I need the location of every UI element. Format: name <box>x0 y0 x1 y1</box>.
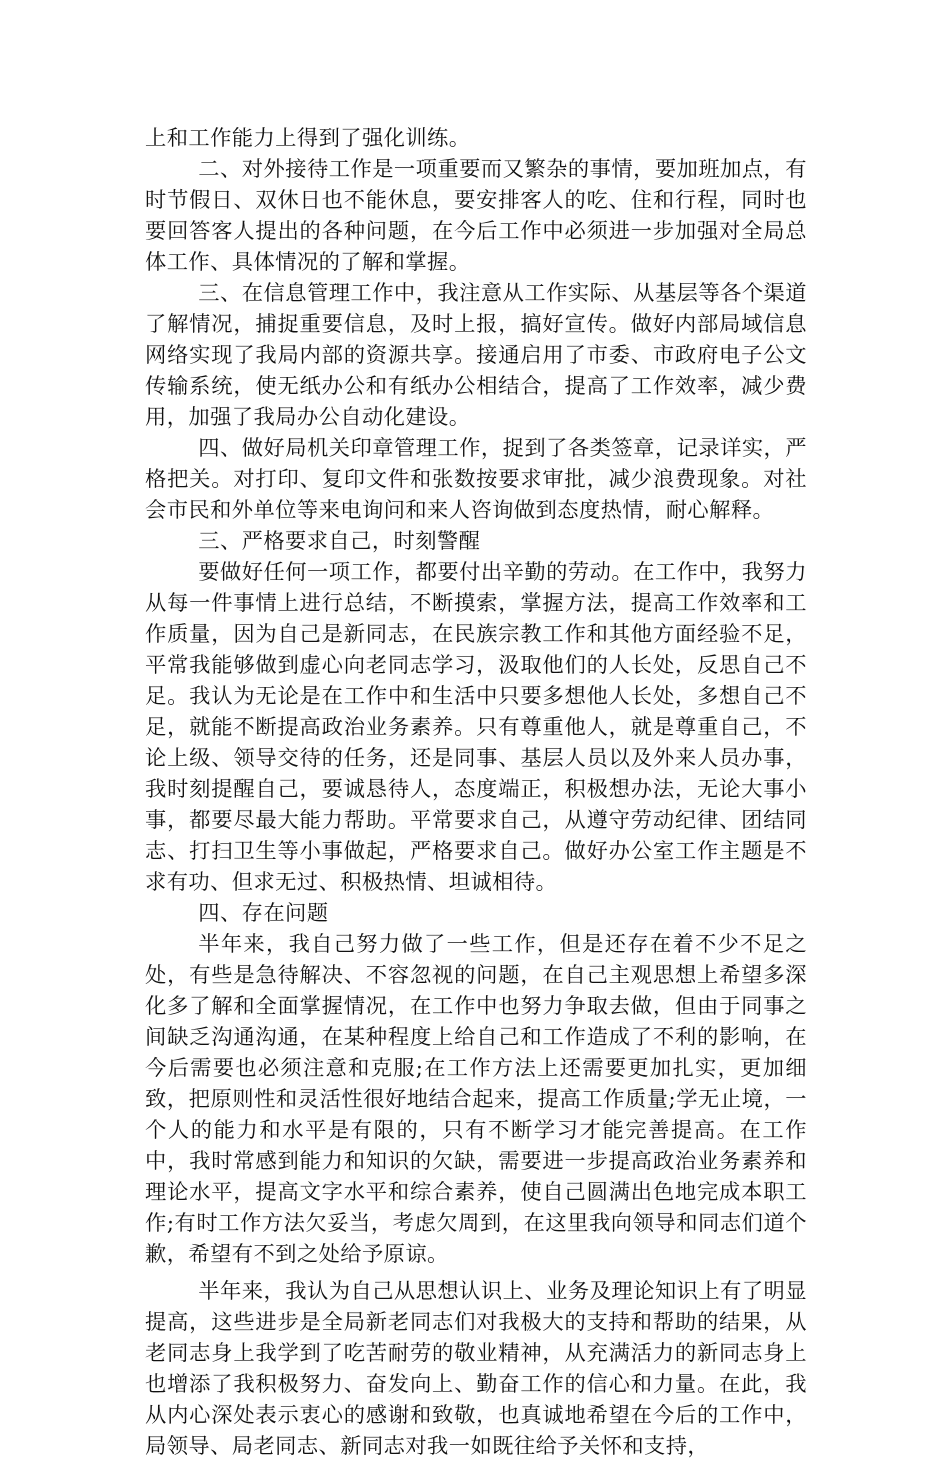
paragraph-conclusion: 半年来，我认为自己从思想认识上、业务及理论知识上有了明显提高，这些进步是全局新老同志们对我极大的支持和帮助的结果，从老同志身上我学到了吃苦耐劳的敬业精神，从充满活力的新同志身上也增添了我积极努力、奋发向上、勤奋工作的信心和力量。在此，我从内心深处表示衷心的感谢和致敬，也真诚地希望在今后的工作中，局领导、局老同志、新同志对我一如既往给予关怀和支持， <box>145 1279 807 1459</box>
paragraph-reception-work: 二、对外接待工作是一项重要而又繁杂的事情，要加班加点，有时节假日、双休日也不能休息，要安排客人的吃、住和行程，同时也要回答客人提出的各种问题，在今后工作中必须进一步加强对全局总体工作、具体情况的了解和掌握。 <box>145 157 807 275</box>
paragraph-seal-management: 四、做好局机关印章管理工作，捉到了各类签章，记录详实，严格把关。对打印、复印文件和张数按要求审批，减少浪费现象。对社会市民和外单位等来电询问和来人咨询做到态度热情，耐心解释。 <box>145 436 807 523</box>
document-body <box>145 123 807 1462</box>
section-heading-self-discipline: 三、严格要求自己，时刻警醒 <box>198 529 481 554</box>
paragraph-continuation: 上和工作能力上得到了强化训练。 <box>145 126 471 151</box>
paragraph-self-discipline: 要做好任何一项工作，都要付出辛勤的劳动。在工作中，我努力从每一件事情上进行总结，不断摸索，掌握方法，提高工作效率和工作质量，因为自己是新同志，在民族宗教工作和其他方面经验不足，平常我能够做到虚心向老同志学习，汲取他们的人长处，反思自己不足。我认为无论是在工作中和生活中只要多想他人长处，多想自己不足，就能不断提高政治业务素养。只有尊重他人，就是尊重自己，不论上级、领导交待的任务，还是同事、基层人员以及外来人员办事，我时刻提醒自己，要诚恳待人，态度端正，积极想办法，无论大事小事，都要尽最大能力帮助。平常要求自己，从遵守劳动纪律、团结同志、打扫卫生等小事做起，严格要求自己。做好办公室工作主题是不求有功、但求无过、积极热情、坦诚相待。 <box>145 560 807 895</box>
section-heading-problems: 四、存在问题 <box>198 901 329 926</box>
paragraph-information-management: 三、在信息管理工作中，我注意从工作实际、从基层等各个渠道了解情况，捕捉重要信息，及时上报，搞好宣传。做好内部局域信息网络实现了我局内部的资源共享。接通启用了市委、市政府电子公文传输系统，使无纸办公和有纸办公相结合，提高了工作效率，减少费用，加强了我局办公自动化建设。 <box>145 281 807 430</box>
paragraph-problems: 半年来，我自己努力做了一些工作，但是还存在着不少不足之处，有些是急待解决、不容忽视的问题，在自己主观思想上希望多深化多了解和全面掌握情况，在工作中也努力争取去做，但由于同事之间缺乏沟通沟通，在某种程度上给自己和工作造成了不利的影响，在今后需要也必须注意和克服;在工作方法上还需要更加扎实，更加细致，把原则性和灵活性很好地结合起来，提高工作质量;学无止境，一个人的能力和水平是有限的，只有不断学习才能完善提高。在工作中，我时常感到能力和知识的欠缺，需要进一步提高政治业务素养和理论水平，提高文字水平和综合素养，使自己圆满出色地完成本职工作;有时工作方法欠妥当，考虑欠周到，在这里我向领导和同志们道个歉，希望有不到之处给予原谅。 <box>145 932 807 1267</box>
